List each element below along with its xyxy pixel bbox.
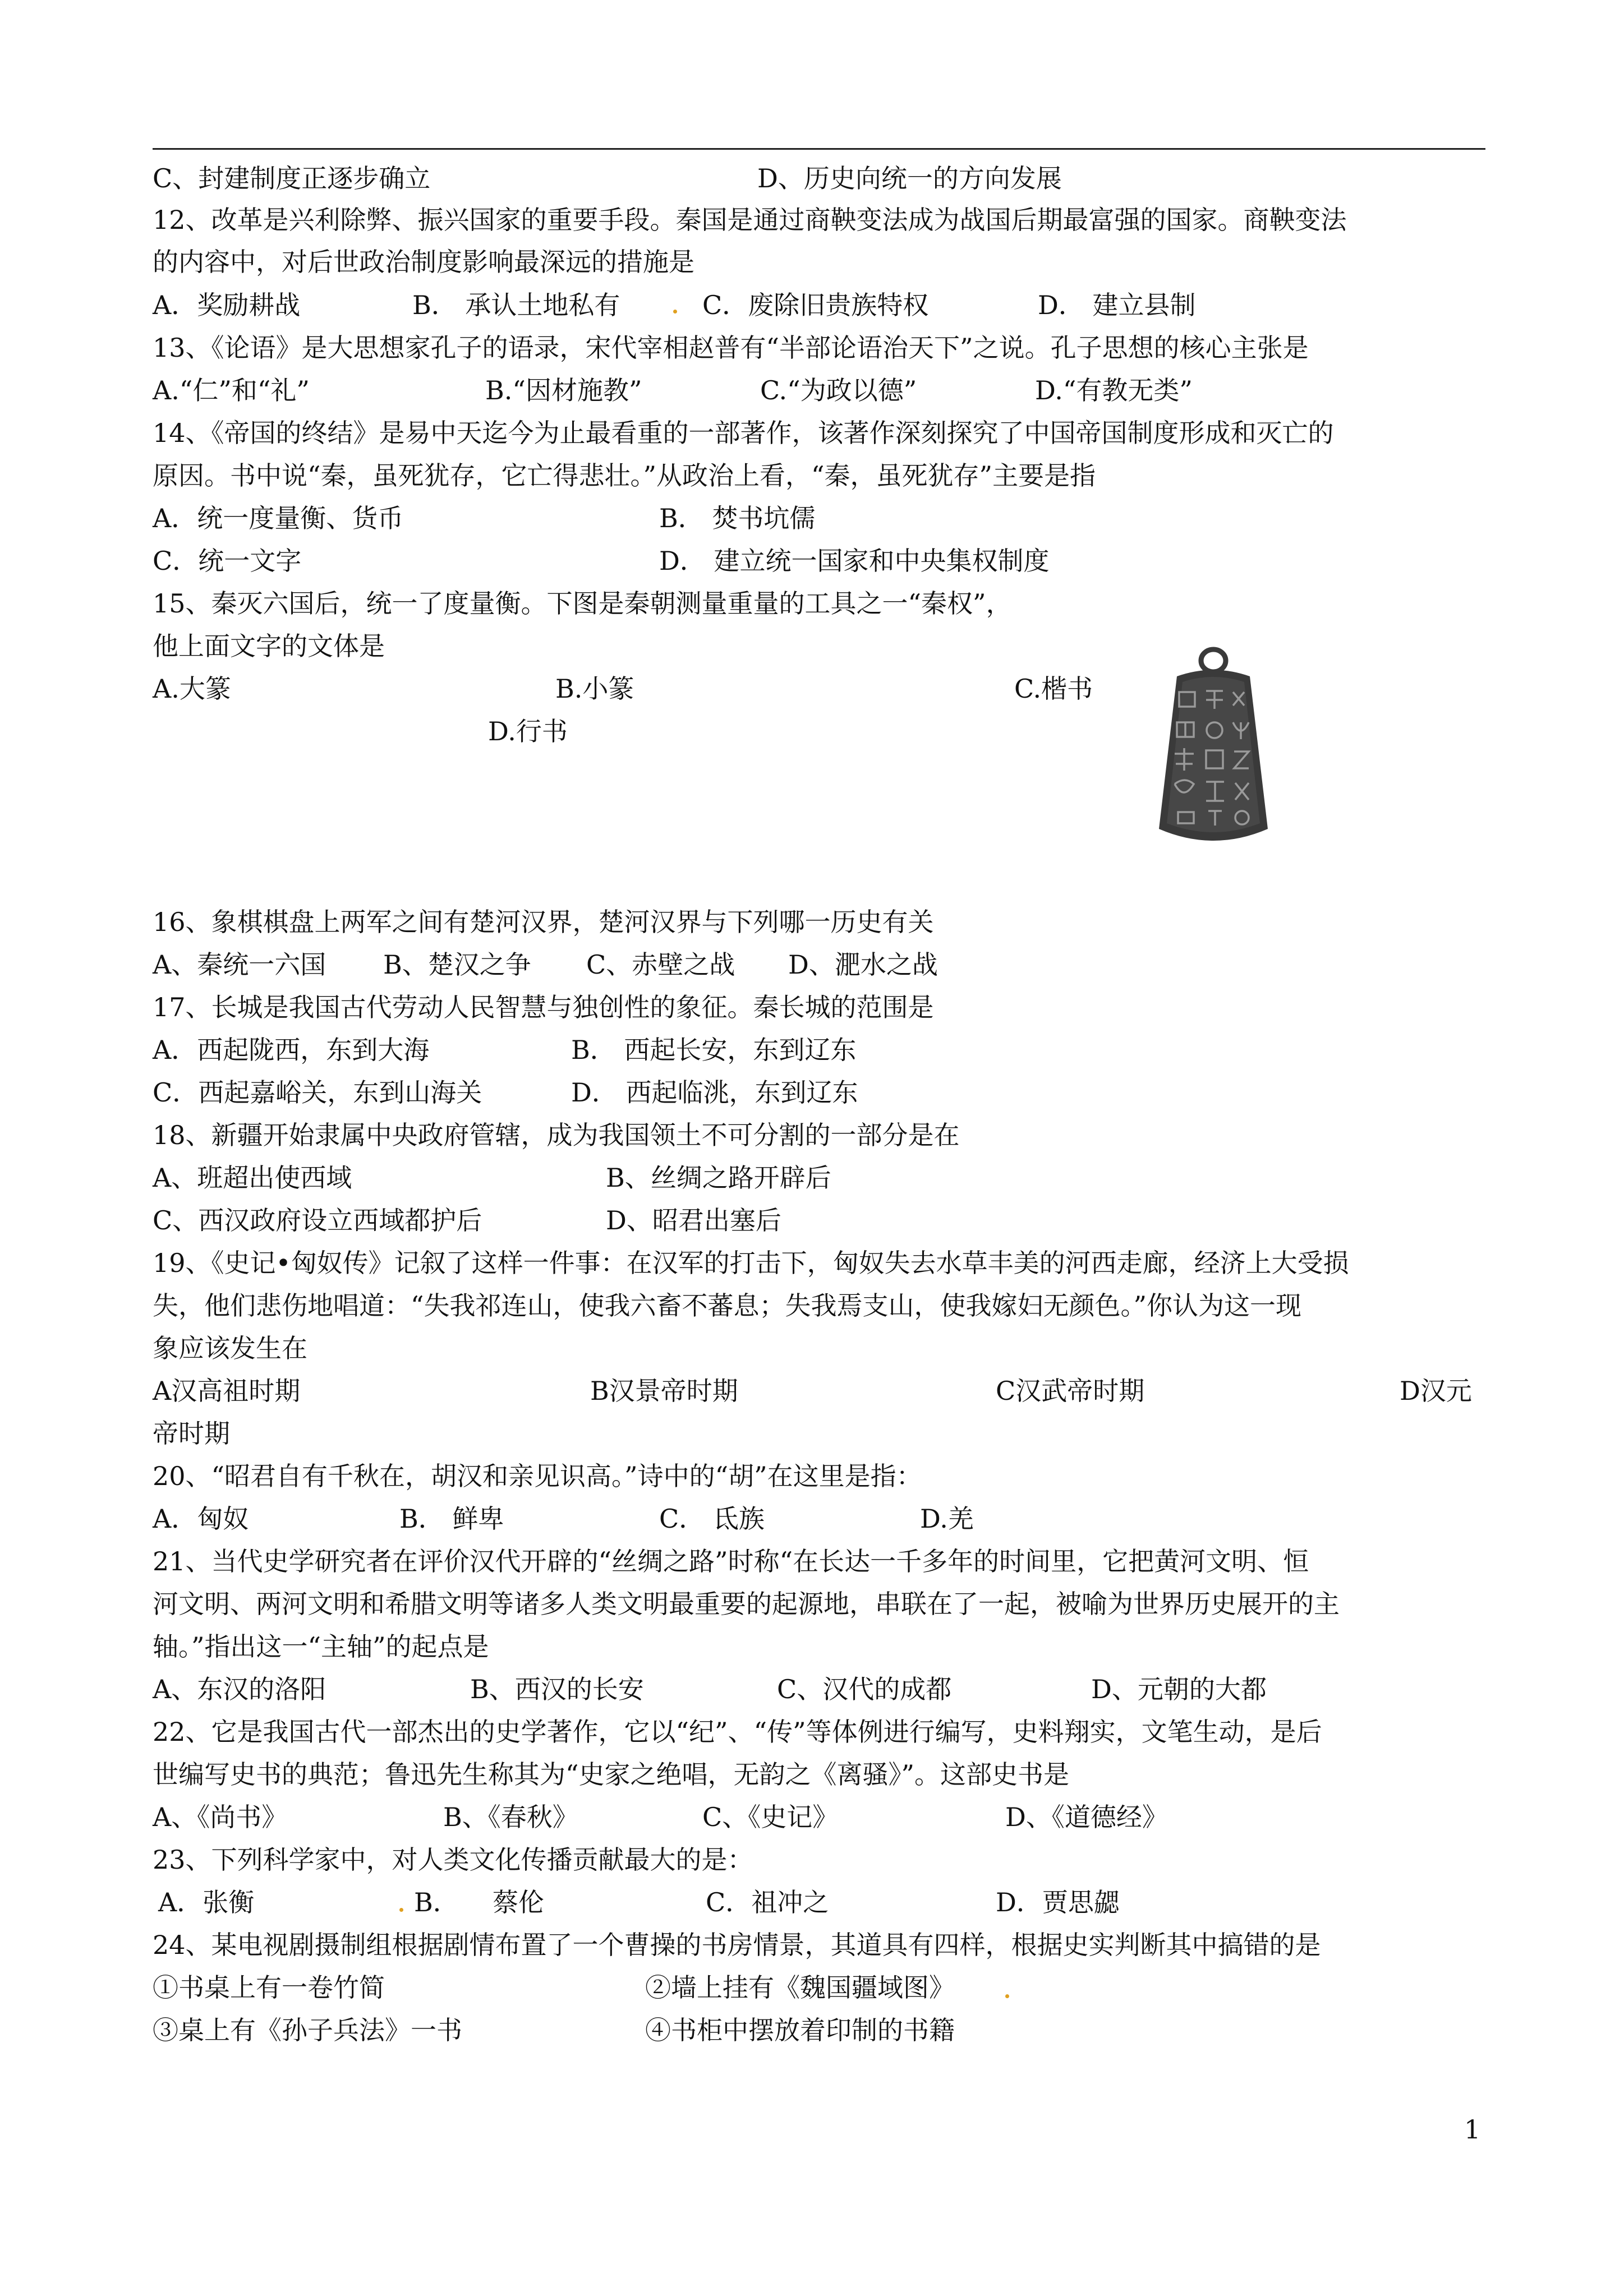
q23-option-d: D．贾思勰 [996,1887,1120,1917]
question-14-line-2: 原因。书中说“秦，虽死犹存，它亡得悲壮。”从政治上看，“秦，虽死犹存”主要是指 [153,460,1096,491]
q23-option-a: A．张衡 [158,1887,255,1917]
q24-option-1: ①书桌上有一卷竹简 [153,1972,385,2003]
q21-option-a: A、东汉的洛阳 [153,1674,326,1704]
question-15-line-2: 他上面文字的文体是 [153,631,385,661]
q24-option-2: ②墙上挂有《魏国疆域图》 [645,1972,955,2003]
q21-option-c: C、汉代的成都 [777,1674,952,1704]
option-header-c: C、封建制度正逐步确立 [153,163,431,193]
stray-dot [1005,1994,1009,1998]
q23-option-b-label: B． [414,1887,459,1917]
q22-option-b: B、《春秋》 [443,1802,578,1832]
qin-weight-image [1143,644,1283,857]
q18-option-c: C、西汉政府设立西域都护后 [153,1205,482,1235]
q16-option-b: B、楚汉之争 [383,949,531,980]
q12-option-b: B． 承认土地私有 [412,290,620,320]
question-19-line-1: 19、《史记•匈奴传》记叙了这样一件事：在汉军的打击下，匈奴失去水草丰美的河西走廊，经济上大受损 [153,1248,1349,1278]
q14-option-d: D． 建立统一国家和中央集权制度 [659,546,1050,576]
header-rule [153,148,1485,150]
q13-option-b: B.“因材施教” [485,375,642,405]
question-14-line-1: 14、《帝国的终结》是易中天迄今为止最看重的一部著作，该著作深刻探究了中国帝国制度形成和灭亡的 [153,418,1334,448]
q22-option-d: D、《道德经》 [1005,1802,1168,1832]
q22-option-c: C、《史记》 [702,1802,839,1832]
q14-option-a: A．统一度量衡、货币 [153,503,404,533]
q16-option-d: D、淝水之战 [788,949,938,980]
q19-option-a: A汉高祖时期 [153,1376,301,1406]
q19-option-d-continued: 帝时期 [153,1418,230,1449]
question-16-line-1: 16、象棋棋盘上两军之间有楚河汉界，楚河汉界与下列哪一历史有关 [153,907,934,937]
q12-option-d: D． 建立县制 [1038,290,1196,320]
question-22-line-2: 世编写史书的典范；鲁迅先生称其为“史家之绝唱，无韵之《离骚》”。这部史书是 [153,1759,1070,1790]
q15-option-a: A.大篆 [153,674,231,704]
option-header-d: D、历史向统一的方向发展 [757,163,1062,193]
q23-option-b: 蔡伦 [493,1887,544,1917]
q13-option-a: A.“仁”和“礼” [153,375,310,405]
q17-option-d: D． 西起临洮，东到辽东 [571,1077,858,1108]
q15-option-b: B.小篆 [555,674,634,704]
q18-option-b: B、丝绸之路开辟后 [606,1163,831,1193]
question-23-line-1: 23、下列科学家中，对人类文化传播贡献最大的是： [153,1845,753,1875]
q17-option-c: C．西起嘉峪关，东到山海关 [153,1077,482,1108]
q20-option-c: C． 氐族 [659,1504,765,1534]
question-20-line-1: 20、“昭君自有千秋在，胡汉和亲见识高。”诗中的“胡”在这里是指： [153,1461,922,1491]
question-13-line-1: 13、《论语》是大思想家孔子的语录，宋代宰相赵普有“半部论语治天下”之说。孔子思想的核心主张是 [153,333,1309,363]
question-18-line-1: 18、新疆开始隶属中央政府管辖，成为我国领土不可分割的一部分是在 [153,1120,960,1150]
q18-option-a: A、班超出使西域 [153,1163,352,1193]
question-12-line-1: 12、改革是兴利除弊、振兴国家的重要手段。秦国是通过商鞅变法成为战国后期最富强的国家。商鞅变法 [153,205,1347,235]
q19-option-c: C汉武帝时期 [996,1376,1145,1406]
q14-option-b: B． 焚书坑儒 [659,503,816,533]
q16-option-c: C、赤壁之战 [586,949,735,980]
q17-option-a: A．西起陇西，东到大海 [153,1035,430,1065]
question-17-line-1: 17、长城是我国古代劳动人民智慧与独创性的象征。秦长城的范围是 [153,992,934,1022]
question-15-line-1: 15、秦灭六国后，统一了度量衡。下图是秦朝测量重量的工具之一“秦权”， [153,588,1012,619]
q24-option-4: ④书柜中摆放着印制的书籍 [645,2015,955,2045]
q19-option-b: B汉景帝时期 [590,1376,738,1406]
page-number: 1 [1464,2114,1481,2145]
question-24-line-1: 24、某电视剧摄制组根据剧情布置了一个曹操的书房情景，其道具有四样，根据史实判断其中搞错的是 [153,1930,1321,1960]
question-21-line-3: 轴。”指出这一“主轴”的起点是 [153,1631,489,1662]
q20-option-a: A．匈奴 [153,1504,249,1534]
q20-option-d: D.羌 [920,1504,974,1534]
q22-option-a: A、《尚书》 [153,1802,288,1832]
q24-option-3: ③桌上有《孙子兵法》一书 [153,2015,462,2045]
q21-option-d: D、元朝的大都 [1091,1674,1267,1704]
q19-option-d: D汉元 [1400,1376,1472,1406]
q20-option-b: B． 鲜卑 [399,1504,504,1534]
q16-option-a: A、秦统一六国 [153,949,326,980]
q21-option-b: B、西汉的长安 [470,1674,644,1704]
question-21-line-1: 21、当代史学研究者在评价汉代开辟的“丝绸之路”时称“在长达一千多年的时间里，它把黄河文明、恒 [153,1546,1309,1576]
question-19-line-2: 失，他们悲伤地唱道：“失我祁连山，使我六畜不蕃息；失我焉支山，使我嫁妇无颜色。”你认为这一现 [153,1290,1302,1321]
q17-option-b: B． 西起长安，东到辽东 [571,1035,857,1065]
question-12-line-2: 的内容中，对后世政治制度影响最深远的措施是 [153,247,694,277]
q14-option-c: C．统一文字 [153,546,302,576]
q15-option-d: D.行书 [488,716,568,746]
q13-option-d: D.“有教无类” [1035,375,1193,405]
q12-option-a: A．奖励耕战 [153,290,301,320]
q12-option-c: C．废除旧贵族特权 [702,290,929,320]
question-19-line-3: 象应该发生在 [153,1333,307,1363]
question-21-line-2: 河文明、两河文明和希腊文明等诸多人类文明最重要的起源地，串联在了一起，被喻为世界历史展开的主 [153,1589,1340,1619]
q18-option-d: D、昭君出塞后 [606,1205,781,1235]
stray-dot [399,1908,403,1912]
stray-dot [673,310,677,313]
q13-option-c: C.“为政以德” [760,375,917,405]
q23-option-c: C．祖冲之 [706,1887,829,1917]
q15-option-c: C.楷书 [1014,674,1093,704]
question-22-line-1: 22、它是我国古代一部杰出的史学著作，它以“纪”、“传”等体例进行编写，史料翔实，文笔生动，是后 [153,1717,1322,1747]
